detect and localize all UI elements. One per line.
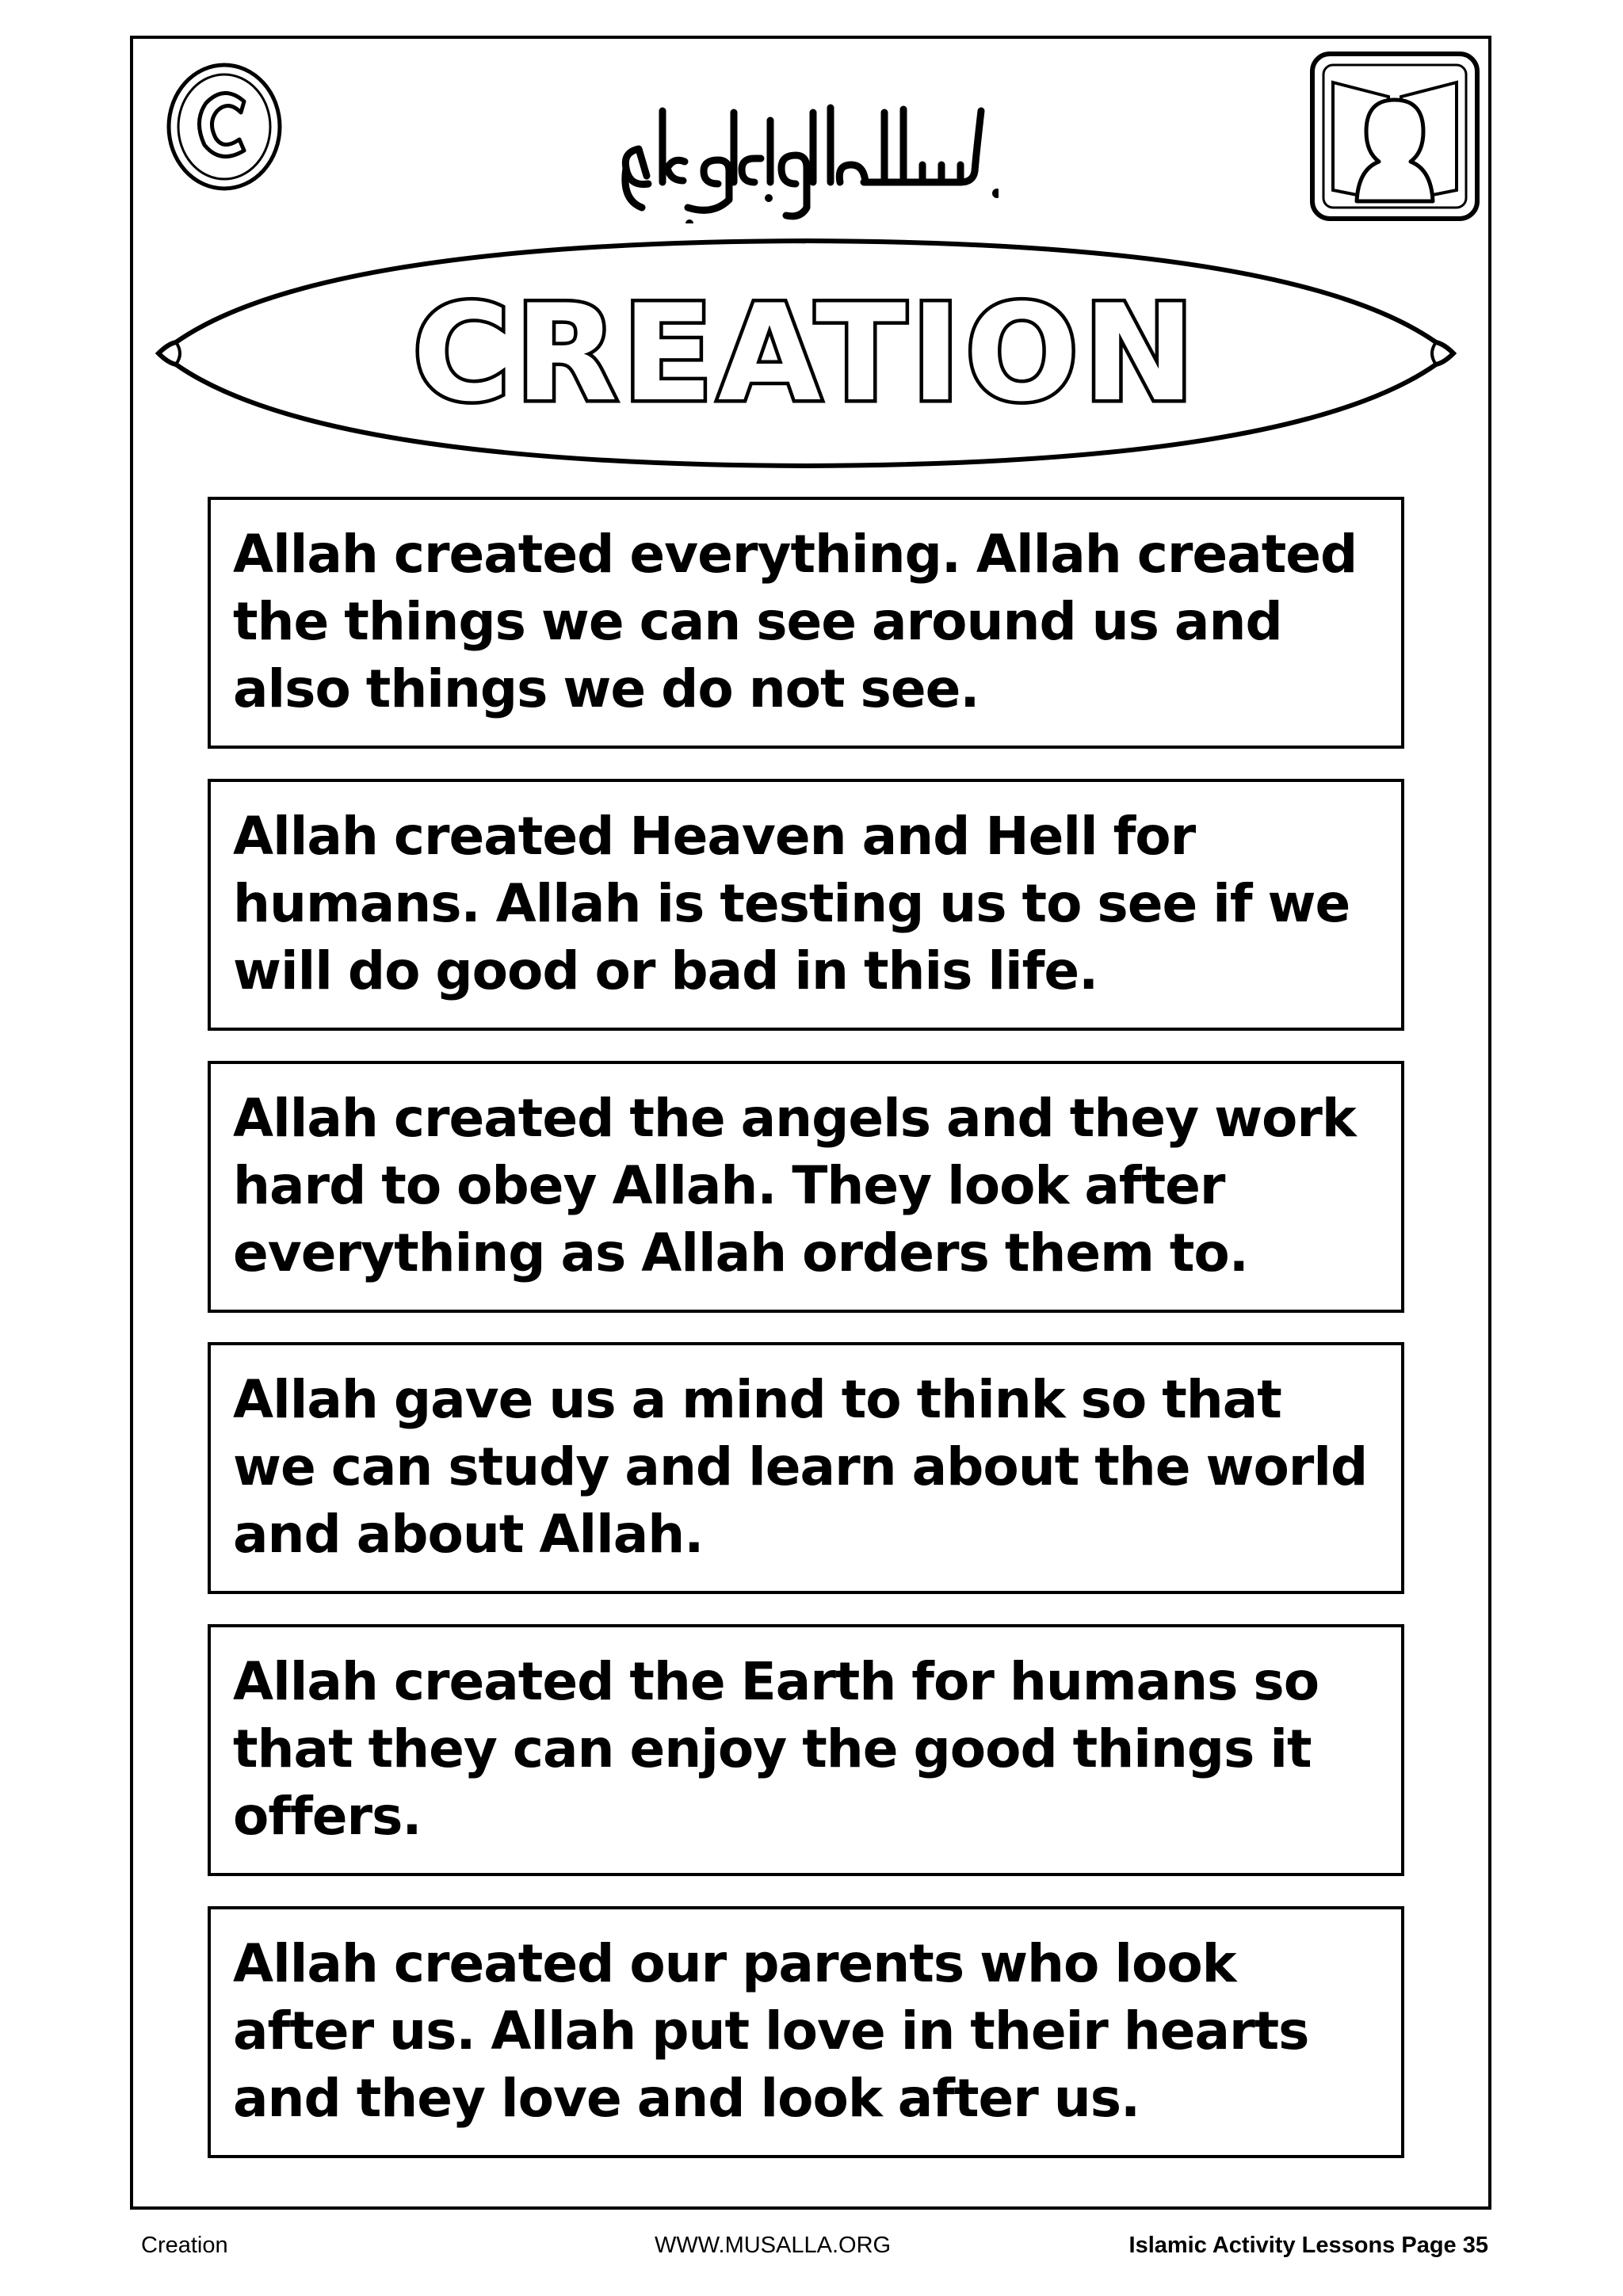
fact-box: Allah created our parents who look after us. Allah put love in their hearts and they love and look after us.: [208, 1906, 1404, 2158]
footer-page-number: Islamic Activity Lessons Page 35: [1128, 2233, 1488, 2258]
letter-c-badge-icon: [165, 62, 284, 193]
footer-section-label: Creation: [141, 2233, 228, 2258]
bismillah-calligraphy: [602, 89, 999, 223]
fact-box: Allah created everything. Allah created the things we can see around us and also things we do not see.: [208, 497, 1404, 749]
page-title: CREATION: [412, 276, 1200, 431]
fact-box: Allah created Heaven and Hell for humans. Allah is testing us to see if we will do good or bad in this life.: [208, 779, 1404, 1031]
fact-box: Allah created the Earth for humans so that they can enjoy the good things it offers.: [208, 1624, 1404, 1876]
fact-box: Allah created the angels and they work hard to obey Allah. They look after everything as Allah orders them to.: [208, 1061, 1404, 1313]
child-reading-book-icon: [1309, 51, 1480, 222]
footer-website: WWW.MUSALLA.ORG: [655, 2233, 892, 2258]
fact-box: Allah gave us a mind to think so that we can study and learn about the world and about Allah.: [208, 1342, 1404, 1594]
